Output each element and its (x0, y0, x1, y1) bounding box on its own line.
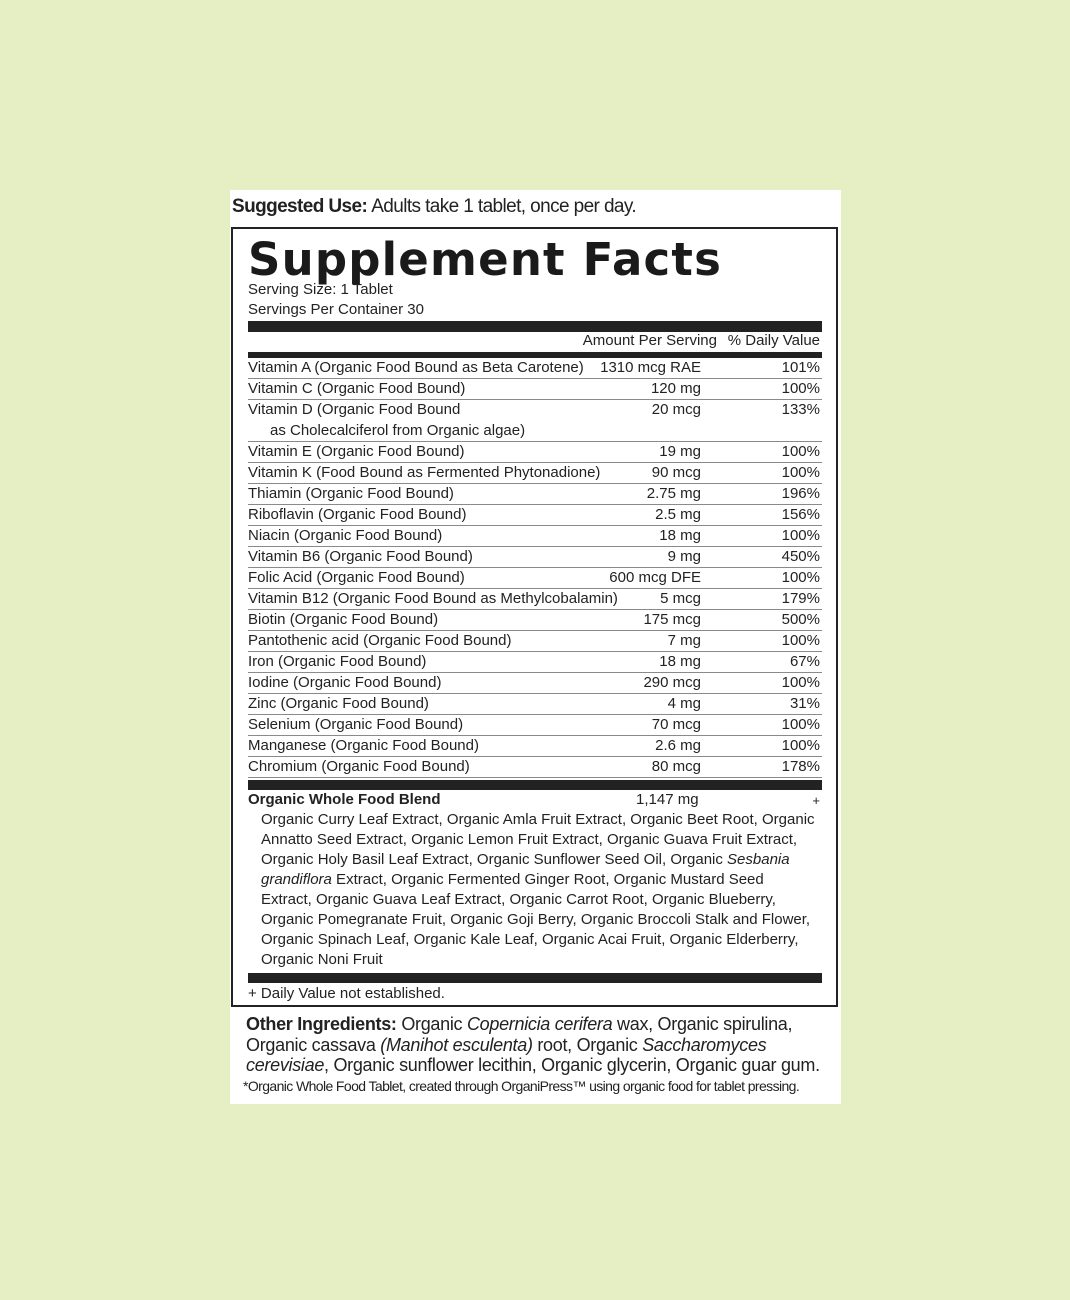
other-ingredients-label: Other Ingredients: (246, 1014, 397, 1034)
nutrient-amount: 19 mg (659, 443, 701, 460)
blend-amount: 1,147 mg (636, 791, 699, 808)
nutrient-row (248, 379, 822, 400)
nutrient-name: Chromium (Organic Food Bound) (248, 758, 470, 775)
nutrient-amount: 18 mg (659, 527, 701, 544)
daily-value-header: % Daily Value (727, 332, 820, 349)
nutrient-daily-value: 100% (781, 527, 820, 544)
blend-text: Extract, Organic Fermented Ginger Root, Organic Mustard Seed Extract, Organic Guava Leaf Extract, Organic Carrot Root, Organic Blueberry, Organic Pomegranate Fruit, Organic Goji Berry, Organic Broccoli Stalk and Flower, Organic Spinach Leaf, Organic Kale Leaf, Organic Acai Fruit, Organic Elderberry, Organic Noni Fruit (261, 871, 811, 968)
nutrient-daily-value: 196% (781, 485, 820, 502)
nutrient-amount: 80 mcg (651, 758, 701, 775)
nutrient-table (248, 358, 822, 778)
nutrient-amount: 20 mcg (651, 401, 701, 418)
nutrient-name: Selenium (Organic Food Bound) (248, 716, 464, 733)
blend-ingredients (261, 810, 817, 970)
thick-divider (248, 973, 822, 983)
nutrient-row (248, 589, 822, 610)
blend-name: Organic Whole Food Blend (248, 791, 441, 808)
nutrient-daily-value: 500% (781, 611, 820, 628)
nutrient-amount: 70 mcg (651, 716, 701, 733)
thick-divider (248, 780, 822, 790)
ingredient-text: wax, Organic spirulina, Organic cassava (246, 1014, 793, 1055)
tablet-note: *Organic Whole Food Tablet, created through OrganiPress™ using organic food for tablet pressing. (243, 1078, 800, 1094)
nutrient-name: Thiamin (Organic Food Bound) (248, 485, 454, 502)
nutrient-name: Zinc (Organic Food Bound) (248, 695, 429, 712)
nutrient-name: Riboflavin (Organic Food Bound) (248, 506, 467, 523)
nutrient-daily-value: 100% (781, 632, 820, 649)
nutrient-amount: 600 mcg DFE (609, 569, 701, 586)
nutrient-row (248, 505, 822, 526)
nutrient-row (248, 568, 822, 589)
nutrient-amount: 2.6 mg (655, 737, 701, 754)
ingredient-italic: Copernicia cerifera (466, 1014, 613, 1034)
suggested-use (232, 196, 636, 218)
nutrient-row (248, 673, 822, 694)
other-ingredients (246, 1014, 836, 1076)
nutrient-name: Biotin (Organic Food Bound) (248, 611, 439, 628)
thick-divider (248, 321, 822, 332)
nutrient-amount: 2.5 mg (655, 506, 701, 523)
nutrient-amount: 5 mcg (660, 590, 701, 607)
nutrient-name-line2: as Cholecalciferol from Organic algae) (270, 422, 526, 439)
ingredient-italic: (Manihot esculenta) (380, 1034, 533, 1055)
nutrient-name: Iron (Organic Food Bound) (248, 653, 427, 670)
nutrient-amount: 290 mcg (643, 674, 701, 691)
nutrient-row (248, 526, 822, 547)
nutrient-daily-value: 179% (781, 590, 820, 607)
nutrient-daily-value: 100% (781, 569, 820, 586)
nutrient-amount: 90 mcg (651, 464, 701, 481)
nutrient-amount: 7 mg (667, 632, 701, 649)
nutrient-amount: 9 mg (667, 548, 701, 565)
nutrient-name: Iodine (Organic Food Bound) (248, 674, 442, 691)
nutrient-daily-value: 156% (781, 506, 820, 523)
ingredient-text: , Organic sunflower lecithin, Organic glycerin, Organic guar gum. (324, 1055, 820, 1075)
nutrient-name: Vitamin C (Organic Food Bound) (248, 380, 466, 397)
nutrient-row (248, 694, 822, 715)
nutrient-row (248, 547, 822, 568)
nutrient-row (248, 610, 822, 631)
blend-text: Organic Curry Leaf Extract, Organic Amla Fruit Extract, Organic Beet Root, Organic Annatto Seed Extract, Organic Lemon Fruit Extract, Organic Guava Fruit Extract, Organic Holy Basil Leaf Extract, Organic Sunflower Seed Oil, Organic (261, 811, 815, 868)
nutrient-amount: 175 mcg (643, 611, 701, 628)
serving-info (248, 280, 424, 320)
nutrient-amount: 120 mg (650, 380, 701, 397)
nutrient-row (248, 484, 822, 505)
nutrient-row (248, 736, 822, 757)
nutrient-name: Vitamin B12 (Organic Food Bound as Methylcobalamin) (248, 590, 618, 607)
nutrient-row (248, 400, 822, 442)
nutrient-name: Pantothenic acid (Organic Food Bound) (248, 632, 512, 649)
nutrient-amount: 2.75 mg (646, 485, 701, 502)
suggested-use-label: Suggested Use: (232, 196, 368, 217)
nutrient-daily-value: 100% (781, 464, 820, 481)
nutrient-row (248, 442, 822, 463)
nutrient-row (248, 631, 822, 652)
nutrient-name: Vitamin E (Organic Food Bound) (248, 443, 465, 460)
nutrient-row (248, 715, 822, 736)
ingredient-italic: Saccharomyces cerevisiae (246, 1034, 767, 1075)
nutrient-row (248, 652, 822, 673)
nutrient-daily-value: 100% (781, 674, 820, 691)
nutrient-amount: 4 mg (667, 695, 701, 712)
nutrient-row (248, 463, 822, 484)
nutrient-daily-value: 101% (781, 359, 820, 376)
nutrient-name: Folic Acid (Organic Food Bound) (248, 569, 465, 586)
ingredient-text: root, Organic (532, 1034, 643, 1055)
supplement-facts-panel (231, 227, 838, 1007)
nutrient-daily-value: 31% (789, 695, 820, 712)
nutrient-name: Manganese (Organic Food Bound) (248, 737, 479, 754)
ingredient-text: Organic (396, 1014, 467, 1034)
nutrient-name: Vitamin D (Organic Food Bound (248, 401, 461, 418)
nutrient-row (248, 757, 822, 778)
nutrient-daily-value: 100% (781, 716, 820, 733)
blend-dv: + (812, 793, 820, 808)
servings-per-container: Servings Per Container 30 (248, 301, 424, 318)
nutrient-daily-value: 450% (781, 548, 820, 565)
nutrient-name: Vitamin B6 (Organic Food Bound) (248, 548, 473, 565)
amount-header: Amount Per Serving (582, 332, 717, 349)
nutrient-amount: 18 mg (659, 653, 701, 670)
nutrient-daily-value: 133% (781, 401, 820, 418)
footnote: + Daily Value not established. (248, 985, 445, 1002)
nutrient-daily-value: 178% (781, 758, 820, 775)
nutrient-name: Vitamin K (Food Bound as Fermented Phytonadione) (248, 464, 601, 481)
facts-title: Supplement Facts (248, 233, 723, 286)
nutrient-daily-value: 100% (781, 737, 820, 754)
blend-italic-text: Sesbania grandiflora (261, 851, 790, 888)
serving-size: Serving Size: 1 Tablet (248, 281, 393, 298)
nutrient-daily-value: 100% (781, 380, 820, 397)
nutrient-row (248, 358, 822, 379)
nutrient-daily-value: 67% (789, 653, 820, 670)
suggested-use-text: Adults take 1 tablet, once per day. (371, 196, 637, 217)
nutrient-name: Niacin (Organic Food Bound) (248, 527, 443, 544)
nutrient-name: Vitamin A (Organic Food Bound as Beta Carotene) (248, 359, 584, 376)
nutrient-amount: 1310 mcg RAE (600, 359, 701, 376)
nutrient-daily-value: 100% (781, 443, 820, 460)
